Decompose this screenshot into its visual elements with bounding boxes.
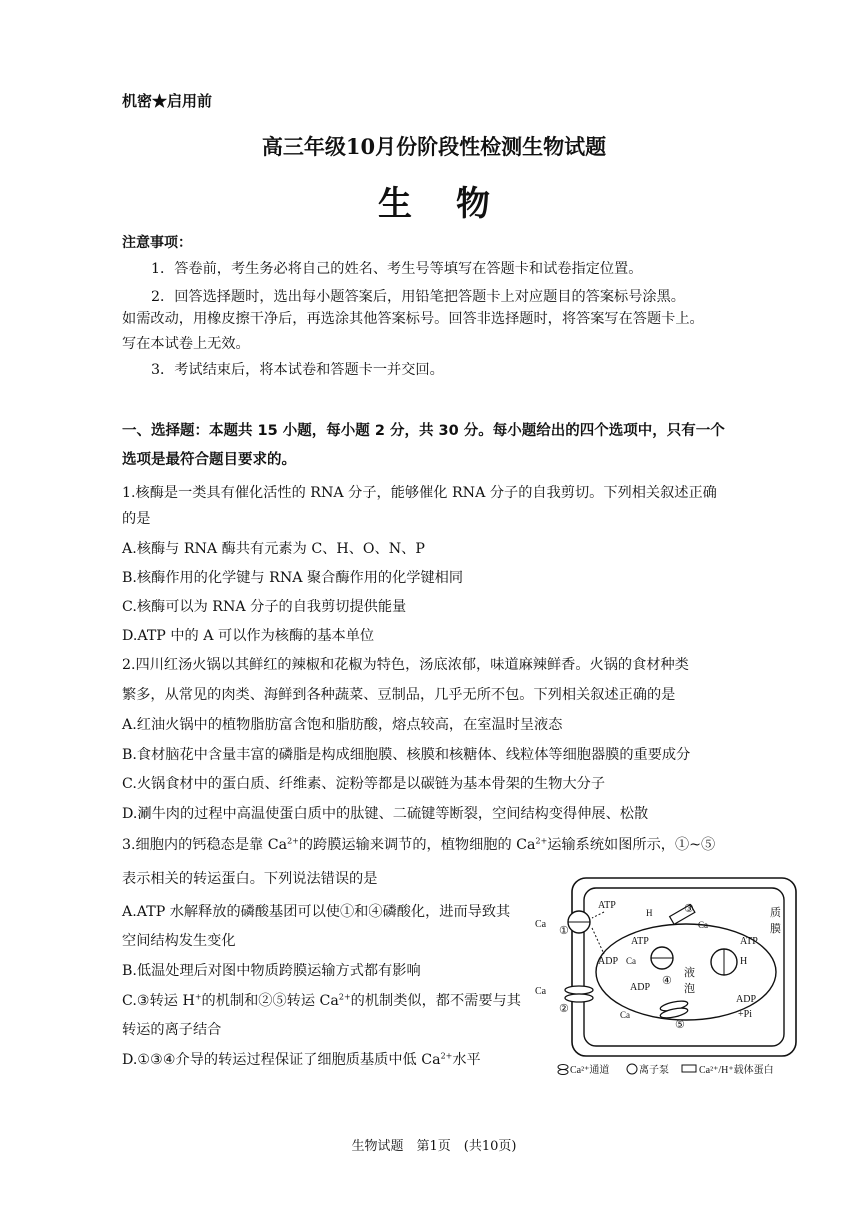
atp-label-right: ATP bbox=[740, 936, 758, 947]
q1-option-d: D.ATP 中的 A 可以作为核酶的基本单位 bbox=[122, 628, 375, 644]
q2-option-d: D.涮牛肉的过程中高温使蛋白质中的肽键、二硫键等断裂，空间结构变得伸展、松散 bbox=[122, 806, 649, 822]
notice-item-2-cont2: 写在本试卷上无效。 bbox=[122, 336, 250, 352]
section-heading: 一、选择题：本题共 15 小题，每小题 2 分，共 30 分。每小题给出的四个选项中，只有一个 bbox=[122, 423, 725, 439]
notice-heading: 注意事项： bbox=[122, 235, 192, 251]
ca-label-3: Ca bbox=[698, 920, 708, 930]
q2-option-b: B.食材脑花中含量丰富的磷脂是构成细胞膜、核膜和核糖体、线粒体等细胞器膜的重要成分 bbox=[122, 747, 691, 763]
q3-stem-cont: 表示相关的转运蛋白。下列说法错误的是 bbox=[122, 871, 378, 887]
q3-option-a: A.ATP 水解释放的磷酸基团可以使①和④磷酸化，进而导致其 bbox=[122, 904, 511, 920]
h-label-right: H bbox=[740, 956, 748, 967]
ca-label-1: Ca bbox=[535, 919, 547, 930]
ca-label-4: Ca bbox=[626, 956, 636, 966]
q3-option-d: D.①③④介导的转运过程保证了细胞质基质中低 $Ca^{2+}$水平 bbox=[122, 1051, 481, 1068]
ca-label-2: Ca bbox=[535, 986, 547, 997]
ca-channel-2b bbox=[565, 994, 593, 1002]
adp-label-right: ADP bbox=[736, 994, 757, 1005]
subject-title: 生物 bbox=[378, 184, 534, 224]
membrane-label-2: 膜 bbox=[770, 923, 781, 935]
legend-channel: Ca²⁺通道 bbox=[570, 1065, 610, 1076]
page-footer: 生物试题 第1页 (共10页) bbox=[351, 1139, 517, 1154]
label-4: ④ bbox=[662, 975, 672, 987]
q1-option-a: A.核酶与 RNA 酶共有元素为 C、H、O、N、P bbox=[122, 541, 425, 557]
q3-option-a-cont: 空间结构发生变化 bbox=[122, 933, 236, 949]
label-5: ⑤ bbox=[675, 1019, 685, 1031]
q2-option-a: A.红油火锅中的植物脂肪富含饱和脂肪酸，熔点较高，在室温时呈液态 bbox=[122, 717, 563, 733]
section-heading-cont: 选项是最符合题目要求的。 bbox=[122, 452, 296, 468]
q2-stem-cont: 繁多，从常见的肉类、海鲜到各种蔬菜、豆制品，几乎无所不包。下列相关叙述正确的是 bbox=[122, 687, 676, 703]
exam-title: 高三年级10月份阶段性检测生物试题 bbox=[261, 134, 607, 159]
notice-item-2: 2．回答选择题时，选出每小题答案后，用铅笔把答题卡上对应题目的答案标号涂黑。 bbox=[151, 289, 685, 305]
label-3: ③ bbox=[684, 903, 694, 915]
pi-label: +Pi bbox=[738, 1009, 752, 1020]
q1-option-c: C.核酶可以为 RNA 分子的自我剪切提供能量 bbox=[122, 599, 407, 615]
calcium-transport-diagram bbox=[534, 872, 800, 1082]
ca-channel-2a bbox=[565, 986, 593, 994]
q3-option-c-cont: 转运的离子结合 bbox=[122, 1022, 222, 1038]
h-label-3: H bbox=[646, 908, 653, 918]
membrane-label-1: 质 bbox=[770, 907, 781, 919]
q1-stem-cont: 的是 bbox=[122, 511, 151, 527]
vacuole-label-1: 液 bbox=[684, 967, 695, 979]
ca-label-5: Ca bbox=[620, 1010, 630, 1020]
confidential-mark: 机密★启用前 bbox=[122, 92, 213, 110]
notice-item-3: 3．考试结束后，将本试卷和答题卡一并交回。 bbox=[151, 362, 444, 378]
vacuole-label-2: 泡 bbox=[684, 983, 695, 995]
q2-option-c: C.火锅食材中的蛋白质、纤维素、淀粉等都是以碳链为基本骨架的生物大分子 bbox=[122, 776, 606, 792]
atp-label-4: ATP bbox=[631, 936, 649, 947]
q3-stem: 3.细胞内的钙稳态是靠 $Ca^{2+}$的跨膜运输来调节的，植物细胞的 $Ca^{2+}$运输系统如图所示，①~⑤ bbox=[122, 836, 716, 853]
notice-item-2-cont: 如需改动，用橡皮擦干净后，再选涂其他答案标号。回答非选择题时，将答案写在答题卡上。 bbox=[122, 311, 704, 327]
adp-label-4: ADP bbox=[630, 982, 651, 993]
q1-stem: 1.核酶是一类具有催化活性的 RNA 分子，能够催化 RNA 分子的自我剪切。下列相关叙述正确 bbox=[122, 485, 717, 501]
adp-label-1: ADP bbox=[598, 956, 619, 967]
label-2: ② bbox=[559, 1003, 569, 1015]
atp-label-1: ATP bbox=[598, 900, 616, 911]
legend-pump: 离子泵 bbox=[639, 1065, 669, 1076]
q3-option-b: B.低温处理后对图中物质跨膜运输方式都有影响 bbox=[122, 963, 421, 979]
notice-item-1: 1．答卷前，考生务必将自己的姓名、考生号等填写在答题卡和试卷指定位置。 bbox=[151, 261, 643, 277]
legend-carrier: Ca²⁺/H⁺载体蛋白 bbox=[699, 1065, 774, 1076]
q2-stem: 2.四川红汤火锅以其鲜红的辣椒和花椒为特色，汤底浓郁，味道麻辣鲜香。火锅的食材种类 bbox=[122, 657, 689, 673]
q3-option-c: C.③转运 H+的机制和②⑤转运 $Ca^{2+}$的机制类似，都不需要与其 bbox=[122, 992, 521, 1009]
q1-option-b: B.核酶作用的化学键与 RNA 聚合酶作用的化学键相同 bbox=[122, 570, 464, 586]
label-1: ① bbox=[559, 925, 569, 937]
